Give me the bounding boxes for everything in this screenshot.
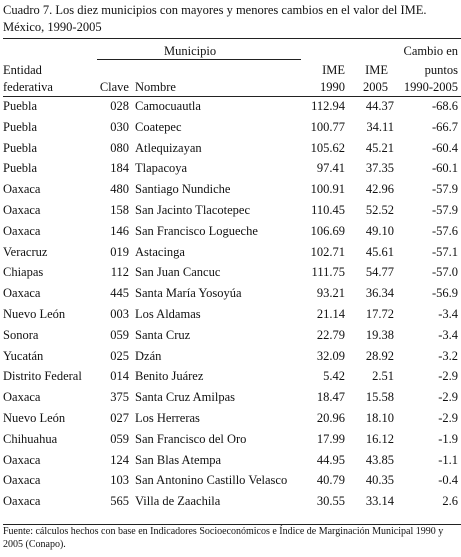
cell-ime-2005: 49.10 [365, 223, 394, 238]
table-row [3, 262, 461, 283]
table-row [3, 117, 461, 138]
caption-title: Cuadro 7. Los diez municipios con mayores y menores cambios en el valor del IME. [3, 3, 427, 17]
cell-ime-1990: 110.45 [311, 202, 345, 217]
table-row [3, 242, 461, 263]
cell-entidad: Oaxaca [3, 223, 41, 238]
cell-clave: 480 [110, 182, 129, 197]
cell-ime-2005: 18.10 [365, 410, 394, 425]
cell-ime-1990: 100.77 [310, 119, 345, 134]
cell-cambio: -57.9 [431, 182, 458, 197]
cell-cambio: -1.9 [438, 431, 458, 446]
cell-clave: 103 [110, 473, 129, 488]
header-cambio-line2: puntos [424, 63, 458, 77]
header-nombre: Nombre [135, 80, 176, 94]
cell-nombre: San Jacinto Tlacotepec [135, 202, 251, 217]
cell-entidad: Puebla [3, 119, 38, 134]
cell-ime-2005: 34.11 [366, 119, 394, 134]
cell-entidad: Sonora [3, 327, 39, 342]
cell-entidad: Puebla [3, 161, 38, 176]
table-footnote: Fuente: cálculos hechos con base en Indicadores Socioeconómicos e Índice de Marginación Municipal 1990 y 2005 (Conapo). [3, 526, 444, 550]
table-row [3, 304, 461, 325]
cell-ime-2005: 40.35 [365, 473, 394, 488]
header-ime-2005-year: 2005 [363, 80, 388, 94]
cell-ime-1990: 97.41 [316, 161, 345, 176]
cell-entidad: Oaxaca [3, 494, 41, 509]
table-row [3, 429, 461, 450]
cell-ime-2005: 17.72 [365, 306, 394, 321]
cell-clave: 184 [110, 161, 129, 176]
cell-entidad: Oaxaca [3, 390, 41, 405]
cell-ime-2005: 15.58 [365, 390, 394, 405]
cell-cambio: -57.1 [431, 244, 458, 259]
cell-ime-1990: 5.42 [323, 369, 345, 384]
cell-nombre: Santa Cruz Amilpas [135, 390, 235, 405]
cell-ime-1990: 102.71 [310, 244, 345, 259]
cell-cambio: -57.0 [431, 265, 458, 280]
cell-clave: 445 [110, 286, 129, 301]
cell-ime-2005: 37.35 [365, 161, 394, 176]
cell-ime-1990: 30.55 [316, 494, 345, 509]
cell-clave: 025 [110, 348, 129, 363]
table-row [3, 221, 461, 242]
cell-ime-1990: 40.79 [316, 473, 345, 488]
cell-ime-1990: 20.96 [316, 410, 345, 425]
cell-nombre: San Juan Cancuc [135, 265, 221, 280]
cell-entidad: Oaxaca [3, 452, 41, 467]
table-row [3, 200, 461, 221]
caption-subtitle: México, 1990-2005 [3, 20, 102, 34]
table-row [3, 450, 461, 471]
table-row [3, 179, 461, 200]
cell-ime-1990: 112.94 [311, 99, 345, 113]
cell-clave: 146 [110, 223, 129, 238]
header-cambio-line1: Cambio en [403, 44, 458, 58]
cell-entidad: Oaxaca [3, 182, 41, 197]
cell-clave: 080 [110, 140, 129, 155]
cell-clave: 019 [110, 244, 129, 259]
header-ime-1990-label: IME [322, 63, 345, 77]
cell-ime-2005: 16.12 [365, 431, 394, 446]
header-entidad-line1: Entidad [3, 63, 42, 77]
cell-ime-1990: 18.47 [316, 390, 345, 405]
cell-cambio: -68.6 [431, 99, 458, 113]
cell-entidad: Puebla [3, 140, 38, 155]
cell-cambio: -1.1 [438, 452, 458, 467]
cell-nombre: San Antonino Castillo Velasco [135, 473, 288, 488]
cell-ime-1990: 32.09 [316, 348, 345, 363]
table-row [3, 387, 461, 408]
table-row [3, 158, 461, 179]
cell-entidad: Oaxaca [3, 473, 41, 488]
cell-clave: 158 [110, 202, 129, 217]
cell-cambio: -2.9 [438, 410, 458, 425]
cell-nombre: Santa Cruz [135, 327, 191, 342]
header-entidad-line2: federativa [3, 80, 53, 94]
cell-cambio: -60.1 [431, 161, 458, 176]
cell-ime-1990: 111.75 [311, 265, 345, 280]
cell-cambio: -3.4 [438, 306, 458, 321]
cell-clave: 027 [110, 410, 129, 425]
cell-clave: 030 [110, 119, 129, 134]
cell-nombre: Los Herreras [135, 410, 200, 425]
cell-cambio: -57.6 [431, 223, 458, 238]
cell-cambio: -60.4 [431, 140, 458, 155]
cell-ime-2005: 45.61 [365, 244, 394, 259]
cell-clave: 565 [110, 494, 129, 509]
bottom-rule [3, 524, 461, 525]
cell-ime-2005: 45.21 [365, 140, 394, 155]
cell-nombre: Dzán [135, 348, 162, 363]
cell-cambio: -2.9 [438, 369, 458, 384]
cell-entidad: Distrito Federal [3, 369, 82, 384]
cell-nombre: Astacinga [135, 244, 185, 259]
cell-cambio: -3.4 [438, 327, 458, 342]
cell-ime-1990: 105.62 [310, 140, 345, 155]
cell-entidad: Chihuahua [3, 431, 58, 446]
cell-ime-1990: 22.79 [316, 327, 345, 342]
cell-nombre: Santa María Yosoyúa [135, 286, 242, 301]
cell-ime-2005: 2.51 [372, 369, 394, 384]
cell-nombre: Camocuautla [135, 99, 201, 113]
cell-ime-2005: 43.85 [365, 452, 394, 467]
cell-clave: 124 [110, 452, 129, 467]
cell-entidad: Yucatán [3, 348, 44, 363]
table-page [3, 0, 458, 557]
cell-entidad: Oaxaca [3, 286, 41, 301]
header-municipio-group: Municipio [164, 44, 217, 58]
table-row [3, 325, 461, 346]
cell-entidad: Oaxaca [3, 202, 41, 217]
cell-ime-2005: 28.92 [365, 348, 394, 363]
cell-nombre: Santiago Nundiche [135, 182, 231, 197]
cell-ime-1990: 21.14 [316, 306, 345, 321]
table-row [3, 283, 461, 304]
cell-ime-2005: 54.77 [365, 265, 394, 280]
cell-nombre: Coatepec [135, 119, 182, 134]
cell-clave: 112 [110, 265, 129, 280]
cell-cambio: -0.4 [438, 473, 458, 488]
cell-nombre: Los Aldamas [135, 306, 201, 321]
table-row [3, 408, 461, 429]
cell-nombre: San Blas Atempa [135, 452, 222, 467]
table-row [3, 491, 461, 512]
cell-clave: 003 [110, 306, 129, 321]
cell-nombre: Villa de Zaachila [135, 494, 221, 509]
top-rule [3, 38, 461, 39]
cell-entidad: Veracruz [3, 244, 48, 259]
cell-cambio: 2.6 [442, 494, 458, 509]
cell-ime-2005: 19.38 [365, 327, 394, 342]
cell-ime-2005: 36.34 [365, 286, 394, 301]
cell-cambio: -66.7 [431, 119, 458, 134]
cell-entidad: Puebla [3, 99, 38, 113]
cell-nombre: Benito Juárez [135, 369, 204, 384]
cell-ime-1990: 44.95 [316, 452, 345, 467]
cell-nombre: San Francisco Logueche [135, 223, 258, 238]
cell-ime-1990: 100.91 [310, 182, 345, 197]
cell-clave: 028 [110, 99, 129, 113]
cell-ime-1990: 93.21 [316, 286, 345, 301]
cell-entidad: Nuevo León [3, 306, 66, 321]
cell-cambio: -56.9 [431, 286, 458, 301]
cell-clave: 059 [110, 431, 129, 446]
cell-ime-2005: 33.14 [365, 494, 394, 509]
cell-ime-2005: 42.96 [365, 182, 394, 197]
cell-cambio: -2.9 [438, 390, 458, 405]
cell-clave: 375 [110, 390, 129, 405]
cell-ime-1990: 106.69 [310, 223, 345, 238]
cell-nombre: San Francisco del Oro [135, 431, 247, 446]
table-row [3, 366, 461, 387]
table-row [3, 138, 461, 159]
header-ime-2005-label: IME [365, 63, 388, 77]
cell-entidad: Chiapas [3, 265, 44, 280]
table-row [3, 346, 461, 367]
cell-ime-2005: 52.52 [365, 202, 394, 217]
cell-clave: 059 [110, 327, 129, 342]
cell-nombre: Tlapacoya [135, 161, 188, 176]
table-body [3, 96, 461, 512]
cell-cambio: -3.2 [438, 348, 458, 363]
table-row [3, 470, 461, 491]
cell-clave: 014 [110, 369, 129, 384]
cell-ime-2005: 44.37 [365, 99, 394, 113]
cell-entidad: Nuevo León [3, 410, 66, 425]
header-clave: Clave [99, 80, 129, 94]
cell-cambio: -57.9 [431, 202, 458, 217]
cell-nombre: Atlequizayan [135, 140, 202, 155]
municipio-group-rule [97, 59, 301, 60]
table-row [3, 96, 461, 117]
header-ime-1990-year: 1990 [320, 80, 345, 94]
cell-ime-1990: 17.99 [316, 431, 345, 446]
table-caption [3, 2, 458, 36]
header-cambio-line3: 1990-2005 [403, 80, 458, 94]
